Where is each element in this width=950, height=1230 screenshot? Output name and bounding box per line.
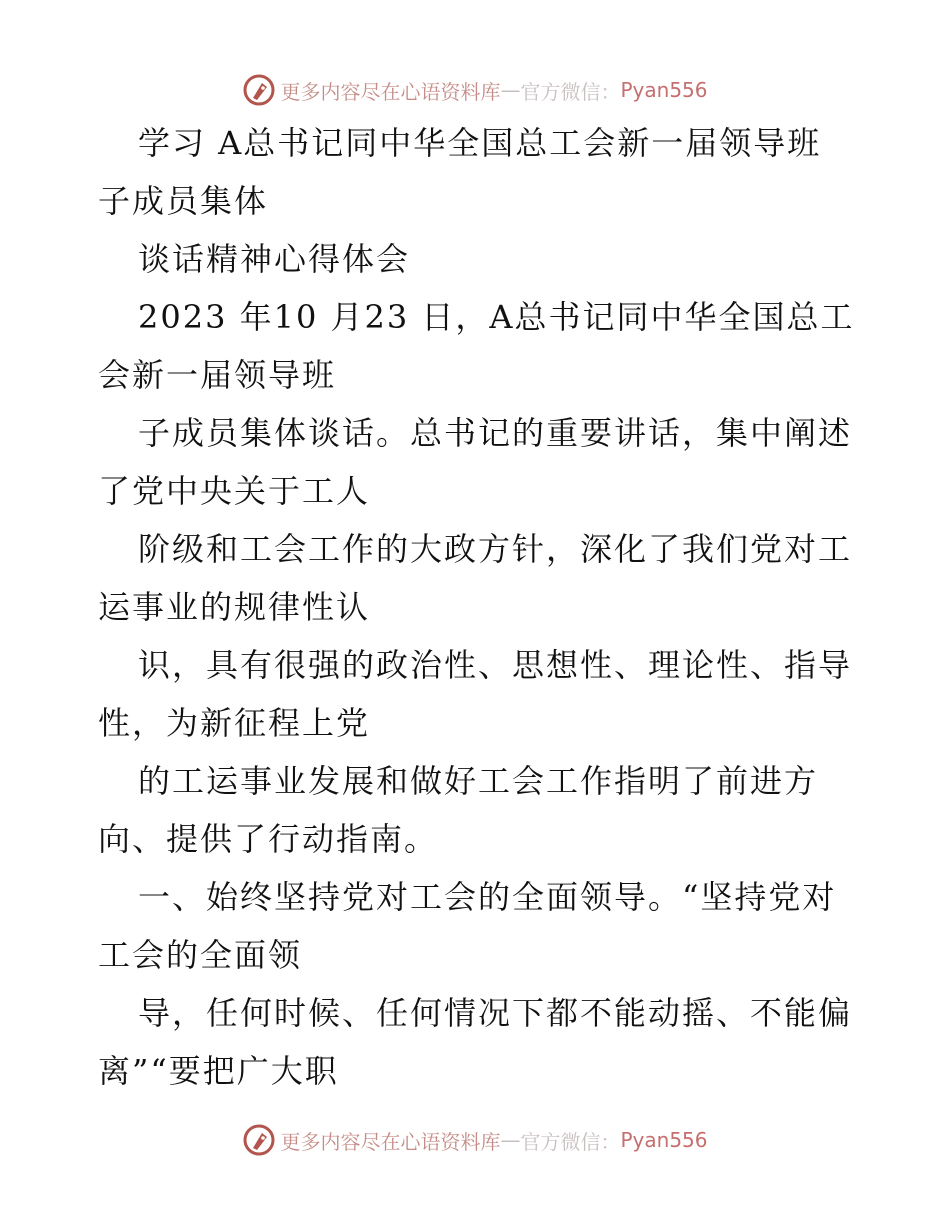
watermark-text: 更多内容尽在心语资料库 [280,1129,501,1154]
text-line: 离”“要把广大职 [98,1052,339,1090]
text-line: 学习 A总书记同中华全国总工会新一届领导班 [138,124,822,162]
document-body [98,114,858,1100]
watermark-dash: — [500,1128,521,1152]
pen-nib-seal-icon [242,73,276,107]
text-line: 子成员集体谈话。总书记的重要讲话，集中阐述 [138,414,853,452]
text-line: 运事业的规律性认 [98,588,371,626]
text-line: 了党中央关于工人 [98,472,371,510]
text-line: 谈话精神心得体会 [138,240,411,278]
watermark-contact-id: Pyan556 [620,78,708,102]
pen-nib-seal-icon [242,1123,276,1157]
text-line: 工会的全面领 [98,936,303,974]
watermark-contact-id: Pyan556 [620,1128,708,1152]
text-line: 阶级和工会工作的大政方针，深化了我们党对工 [138,530,853,568]
text-line: 子成员集体 [98,182,269,220]
watermark-dash: — [500,78,521,102]
text-line: 性，为新征程上党 [98,704,371,742]
text-line: 会新一届领导班 [98,356,337,394]
watermark-contact-label: 官方微信： [520,1129,621,1154]
text-line: 识，具有很强的政治性、思想性、理论性、指导 [138,646,853,684]
text-line: 的工运事业发展和做好工会工作指明了前进方 [138,762,819,800]
text-line: 2023 年10 月23 日，A总书记同中华全国总工 [138,298,855,336]
header-watermark [0,70,950,110]
watermark-text: 更多内容尽在心语资料库 [280,79,501,104]
text-line: 向、提供了行动指南。 [98,820,439,858]
footer-watermark [0,1120,950,1160]
watermark-contact-label: 官方微信： [520,79,621,104]
text-line: 导，任何时候、任何情况下都不能动摇、不能偏 [138,994,853,1032]
text-line: 一、始终坚持党对工会的全面领导。“坚持党对 [138,878,837,916]
